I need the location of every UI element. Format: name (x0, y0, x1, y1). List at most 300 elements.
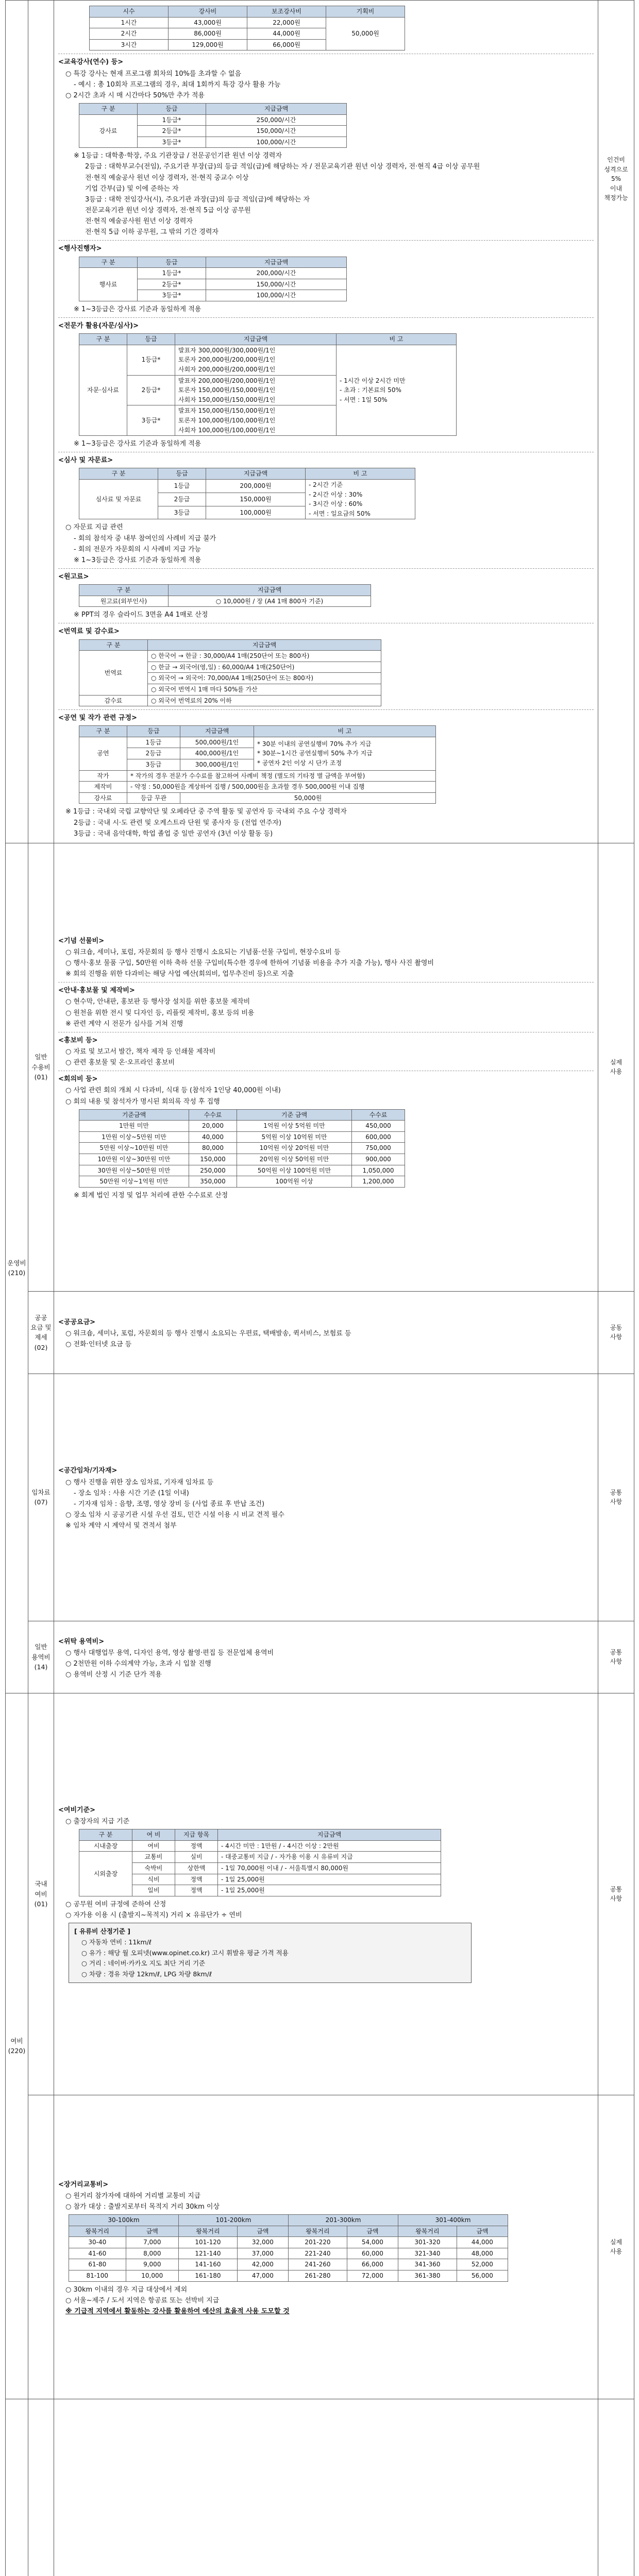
expert-title: <전문가 활용(자문/심사)> (58, 322, 139, 330)
cell: 심사료 및 자문료 (79, 480, 158, 519)
review-title: <심사 및 자문료> (58, 456, 113, 465)
cell: 3등급* (138, 137, 206, 148)
cell: 100,000/시간 (206, 290, 347, 301)
text-line: ○ 출장자의 지급 기준 (65, 1818, 130, 1826)
cell: 1,050,000 (352, 1165, 405, 1176)
th-fee: 강사비 (169, 6, 247, 18)
cell: 10만원 이상~30만원 미만 (79, 1154, 189, 1165)
public-utilities-section (54, 1291, 598, 1374)
note-public-utilities: 공동 사항 (598, 1291, 634, 1374)
th: 지급금액 (206, 257, 347, 268)
text-line: ○ 용역비 산정 시 기준 단가 적용 (65, 1671, 162, 1679)
cell: 1억원 이상 5억원 미만 (237, 1121, 352, 1132)
cell: 48,000 (457, 2248, 508, 2259)
subcategory-general-supplies: 일반 수용비 (01) (28, 843, 54, 1291)
note-rental: 공통 사항 (598, 1374, 634, 1621)
cell: 241-260 (289, 2259, 347, 2270)
cell: 200,000원 (206, 480, 306, 493)
th: 금액 (457, 2226, 508, 2237)
cell: - 1일 25,000원 (218, 1885, 441, 1896)
text-line: ○ 행사 진행을 위한 장소 임차료, 기자재 임차료 등 (65, 1478, 214, 1486)
text-line: 2등급 : 국내 시·도 관련 및 오케스트라 단원 및 종사자 등 (전업 연주자) (74, 819, 282, 827)
category-business-promotion (6, 2399, 28, 2576)
cell: 2등급* (127, 375, 175, 405)
cell: 301-320 (398, 2237, 457, 2248)
th: 수수료 (352, 1109, 405, 1121)
cell: 1,200,000 (352, 1176, 405, 1188)
cell-line: 토론자 100,000원/100,000원/1인 (178, 416, 276, 424)
blank-subcategory-top (28, 1, 54, 843)
block-title: <홍보비 등> (58, 1036, 98, 1044)
cell: 3등급 (158, 506, 206, 519)
cell: 350,000 (189, 1176, 237, 1188)
text-line: ※ 1~3등급은 강사료 기준과 동일하게 적용 (74, 440, 201, 448)
cell: 1만원 이상~5만원 미만 (79, 1131, 189, 1143)
cell-line: 사회자 150,000원/150,000원/1인 (178, 396, 276, 403)
cell-line: - 1시간 이상 2시간 미만 (340, 377, 406, 384)
top-fee-table (89, 6, 405, 50)
th: 201-300km (289, 2215, 398, 2226)
divider (58, 317, 594, 318)
cell: 정액 (175, 1840, 218, 1852)
text-line: 전·현직 5급 이하 공무원, 그 밖의 기간 경력자 (85, 228, 218, 236)
event-host-table (79, 257, 347, 301)
cell: 강사료 (79, 792, 127, 804)
text-line: ○ 현수막, 안내판, 홍보판 등 행사장 설치를 위한 홍보물 제작비 (65, 998, 250, 1006)
th: 구 분 (79, 639, 148, 651)
text-line: ○ 자가용 이용 시 (출발지~목적지) 거리 × 유류단가 ÷ 연비 (65, 1911, 242, 1919)
cell-line: - 2시간 이상 : 30% (309, 490, 363, 498)
side-note-honoraria: 인건비 성격으로 5% 이내 책정가능 (598, 1, 634, 843)
blank-category-top (6, 1, 28, 843)
cell: 81-100 (69, 2270, 126, 2282)
cell-line: - 3시간 이상 : 60% (309, 500, 363, 508)
cell: 52,000 (457, 2259, 508, 2270)
subcategory-public-utilities: 공공 요금 및 제세 (02) (28, 1291, 54, 1374)
text-line: ○ 특강 강사는 현재 프로그램 회차의 10%를 초과할 수 없음 (65, 70, 242, 78)
box-title: [ 유류비 산정기준 ] (74, 1927, 131, 1935)
cell: 3등급* (127, 405, 175, 436)
block-title: <공간임차/기자재> (58, 1467, 117, 1475)
th: 지급금액 (180, 726, 254, 737)
event-host-title: <행사진행자> (58, 245, 102, 253)
fuel-cost-box (69, 1923, 472, 1983)
cell: 20억원 이상 50억원 미만 (237, 1154, 352, 1165)
cell: 150,000원 (206, 493, 306, 506)
manuscript-title: <원고료> (58, 572, 89, 581)
th: 지급 항목 (175, 1829, 218, 1841)
cell: 60,000 (347, 2248, 398, 2259)
budget-guideline-table (5, 0, 634, 2576)
cell: - 1일 70,000원 이내 / - 서울특별시 80,000원 (218, 1862, 441, 1874)
category-operating-expenses: 운영비 (210) (6, 843, 28, 1693)
th: 구 분 (79, 103, 138, 114)
cell: 50만원 이상~1억원 미만 (79, 1176, 189, 1188)
cell: 3등급* (138, 290, 206, 301)
document-page (5, 0, 634, 2576)
th: 수수료 (189, 1109, 237, 1121)
travel-allowance-table (79, 1829, 441, 1896)
th: 비 고 (306, 468, 415, 480)
cell: 30만원 이상~50만원 미만 (79, 1165, 189, 1176)
cell: 100,000/시간 (206, 137, 347, 148)
cell: 1등급 (158, 480, 206, 493)
text-line: 3등급 : 대학 전임강사(시), 주요기관 과장(급)의 등급 적임(급)에 해당하는 자 (85, 195, 310, 204)
domestic-travel-section (54, 1693, 598, 2095)
divider (58, 709, 594, 710)
cell: 66,000원 (247, 39, 326, 50)
cell: ○ 한국어 → 한글 : 30,000/A4 1매(250단어 또는 800자) (148, 651, 381, 662)
cell: 40,000 (189, 1131, 237, 1143)
cell: 10억원 이상 20억원 미만 (237, 1143, 352, 1154)
cell: 시내출장 (79, 1840, 132, 1852)
cell-line: 발표자 150,000원/150,000원/1인 (178, 407, 276, 415)
block-title: <장거리교통비> (58, 2180, 109, 2189)
cell: 400,000원/1인 (180, 748, 254, 759)
cell: 강사료 (79, 114, 138, 148)
cell: 361-380 (398, 2270, 457, 2282)
cell: 56,000 (457, 2270, 508, 2282)
th: 등급 (138, 103, 206, 114)
cell: 250,000/시간 (206, 114, 347, 126)
text-line: 전·현직 예술공사원 원년 이상 경력자 (85, 217, 193, 226)
cell: 72,000 (347, 2270, 398, 2282)
cell: 900,000 (352, 1154, 405, 1165)
text-line: ※ 1~3등급은 강사료 기준과 동일하게 적용 (74, 556, 201, 564)
cell: 정액 (175, 1885, 218, 1896)
text-line: ○ 행사 대행업무 용역, 디자인 용역, 영상 촬영·편집 등 전문업체 용역비 (65, 1649, 274, 1657)
note-general-supplies: 실제 사용 (598, 843, 634, 1291)
cell: 161-180 (179, 2270, 238, 2282)
text-line: 3등급 : 국내 음악대학, 학업 졸업 중 일반 공연자 (3년 이상 활동 등) (74, 829, 273, 838)
text-line: ○ 거리 : 네이버·카카오 지도 최단 거리 기준 (81, 1959, 206, 1968)
performance-table (79, 725, 436, 804)
cell: 3등급 (127, 759, 180, 771)
fee-schedule-table (79, 1109, 405, 1188)
text-line: 기업 간부(급) 및 이에 준하는 자 (85, 184, 179, 193)
cell: 1등급* (138, 268, 206, 279)
text-line: - 장소 임차 : 사용 시간 기준 (1일 이내) (74, 1489, 189, 1497)
cell: 30-40 (69, 2237, 126, 2248)
cell: 44,000원 (247, 28, 326, 40)
cell: 86,000원 (169, 28, 247, 40)
rental-section (54, 1374, 598, 1621)
service-section (54, 1621, 598, 1693)
text-line: ○ 자동차 연비 : 11km/ℓ (81, 1938, 152, 1946)
text-line: ○ 관련 홍보물 및 온·오프라인 홍보비 (65, 1059, 175, 1067)
cell-line: 토론자 150,000원/150,000원/1인 (178, 386, 276, 394)
cell: 숙박비 (132, 1862, 175, 1874)
cell: 321-340 (398, 2248, 457, 2259)
cell: 341-360 (398, 2259, 457, 2270)
expert-table (79, 333, 457, 436)
cell: 44,000 (457, 2237, 508, 2248)
text-line: ○ 행사·홍보 물품 구입, 50만원 이하 축하 선물 구입비(특수한 경우에 한하여 기념품 비용을 추가 지출 가능), 행사 사진 촬영비 (65, 959, 434, 968)
cell: 5억원 이상 10억원 미만 (237, 1131, 352, 1143)
cell: 32,000 (237, 2237, 288, 2248)
cell: 300,000원/1인 (180, 759, 254, 771)
text-line: ※ PPT의 경우 슬라이드 3면을 A4 1매로 산정 (74, 611, 208, 619)
text-line: ※ 회의 진행을 위한 다과비는 해당 사업 예산(회의비, 업무추진비 등)으로 지출 (65, 970, 294, 978)
cell-line: - 서면 : 일요금의 50% (309, 510, 371, 517)
th: 지급금액 (218, 1829, 441, 1841)
cell: 43,000원 (169, 17, 247, 28)
th: 구 분 (79, 1829, 132, 1841)
th: 금액 (237, 2226, 288, 2237)
cell: 일비 (132, 1885, 175, 1896)
cell: * 작가의 경우 전문가 수수료를 참고하여 사례비 책정 (별도의 기타정 별 금액을 부여함) (127, 770, 436, 782)
instructor-fee-table (79, 103, 347, 148)
cell: 61-80 (69, 2259, 126, 2270)
cell: 261-280 (289, 2270, 347, 2282)
divider (58, 568, 594, 569)
th: 등급 (127, 726, 180, 737)
cell: 500,000원/1인 (180, 737, 254, 748)
cell: 450,000 (352, 1121, 405, 1132)
cell: 47,000 (237, 2270, 288, 2282)
text-line: ○ 자문료 지급 관련 (65, 523, 123, 532)
performance-title: <공연 및 작가 관련 규정> (58, 714, 137, 722)
block-title: <여비기준> (58, 1806, 96, 1814)
translation-title: <번역료 및 감수료> (58, 628, 120, 636)
th: 구 분 (79, 726, 127, 737)
text-line: ○ 공무원 여비 규정에 준하여 산정 (65, 1900, 166, 1908)
note-business-promotion (598, 2399, 634, 2576)
text-line: - 예시 : 총 10회차 프로그램의 경우, 최대 1회까지 특강 강사 활용 가능 (74, 80, 281, 89)
text-line: ○ 원거리 참가자에 대하여 거리별 교통비 지급 (65, 2192, 201, 2200)
cell: 7,000 (126, 2237, 178, 2248)
th: 301-400km (398, 2215, 508, 2226)
text-line: ○ 장소 임차 시 공공기관 시설 우선 검토, 민간 시설 이용 시 비교 견적 필수 (65, 1511, 284, 1519)
cell: 상한액 (175, 1862, 218, 1874)
translation-table (79, 639, 381, 707)
text-line: ○ 차량 : 경유 차량 12km/ℓ, LPG 차량 8km/ℓ (81, 1970, 212, 1978)
th: 등급 (138, 257, 206, 268)
cell-line: 발표자 300,000원/300,000원/1인 (178, 346, 276, 354)
text-line: 2등급 : 대학부교수(전임), 주요기관 부장(급)의 등급 적임(급)에 해당하는 자 / 전문교육기관 원년 이상 경력자, 전·현직 4급 이상 공무원 (85, 163, 480, 171)
cell: 등급 무관 (127, 792, 180, 804)
cell: 200,000/시간 (206, 268, 347, 279)
text-line: ○ 자료 및 보고서 발간, 책자 제작 등 인쇄물 제작비 (65, 1048, 216, 1056)
cell: 1등급* (127, 345, 175, 375)
cell: 201-220 (289, 2237, 347, 2248)
cell-line: * 30분~1시간 공연실행비 50% 추가 지급 (257, 750, 373, 757)
cell: 작가 (79, 770, 127, 782)
cell: 5만원 이상~10만원 미만 (79, 1143, 189, 1154)
text-line: - 회의 전문가 자문회의 시 사례비 지급 가능 (74, 545, 201, 553)
text-line: ○ 회의 내용 및 참석자가 명시된 회의록 작성 후 집행 (65, 1097, 220, 1106)
long-distance-section (54, 2095, 598, 2399)
cell: 제작비 (79, 782, 127, 793)
cell-line: - 서면 : 1일 50% (340, 396, 388, 403)
th: 비 고 (254, 726, 436, 737)
cell-line: * 30분 이내의 공연실행비 70% 추가 지급 (257, 740, 372, 748)
th: 금액 (347, 2226, 398, 2237)
cell: ○ 외국어 번역시 1매 마다 50%를 가산 (148, 684, 381, 695)
th: 왕복거리 (179, 2226, 238, 2237)
th: 지급금액 (148, 639, 381, 651)
th: 지급금액 (206, 103, 347, 114)
cell-line: 사회자 200,000원/200,000원/1인 (178, 366, 276, 374)
block-title: <공공요금> (58, 1318, 96, 1327)
subcategory-long-distance (28, 2095, 54, 2399)
th: 지급금액 (175, 334, 337, 345)
th: 기준 금액 (237, 1109, 352, 1121)
cell: 101-120 (179, 2237, 238, 2248)
text-line: ※ 임차 계약 시 계약서 및 견적서 첨부 (65, 1522, 177, 1530)
cell: 2시간 (90, 28, 169, 40)
cell: 50억원 이상 100억원 미만 (237, 1165, 352, 1176)
cell: ○ 외국어 → 외국어: 70,000/A4 1매(250단어 또는 800자) (148, 673, 381, 684)
manuscript-table (79, 584, 371, 607)
th: 구 분 (79, 585, 169, 596)
cell: 250,000 (189, 1165, 237, 1176)
th: 왕복거리 (398, 2226, 457, 2237)
cell: 54,000 (347, 2237, 398, 2248)
cell: 121-140 (179, 2248, 238, 2259)
block-title: <기념 선물비> (58, 937, 105, 945)
block-title: <회의비 등> (58, 1075, 98, 1083)
text-line: - 기자재 임차 : 음향, 조명, 영상 장비 등 (사업 종료 후 반납 조건) (74, 1500, 265, 1508)
cell: 번역료 (79, 651, 148, 695)
cell: - 1일 25,000원 (218, 1874, 441, 1885)
text-line: ○ 서울~제주 / 도서 지역은 항공료 또는 선박비 지급 (65, 2296, 220, 2304)
text-line: ○ 2천만원 이하 수의계약 가능, 초과 시 입찰 진행 (65, 1659, 211, 1668)
note-long-distance: 실제 사용 (598, 2095, 634, 2399)
category-travel: 여비 (220) (6, 1693, 28, 2399)
cell: 행사료 (79, 268, 138, 301)
cell-line: * 공연자 2인 이상 시 단가 조정 (257, 759, 342, 767)
text-line: ※ 1~3등급은 강사료 기준과 동일하게 적용 (74, 305, 201, 313)
text-line: 전·현직 예술공사 원년 이상 경력자, 전·현직 중교수 이상 (85, 174, 249, 182)
cell: 100,000원 (206, 506, 306, 519)
cell: 8,000 (126, 2248, 178, 2259)
cell: ○ 외국어 번역료의 20% 이하 (148, 695, 381, 706)
cell: 2등급 (158, 493, 206, 506)
block-title: <위탁 용역비> (58, 1637, 105, 1646)
text-line: ○ 유가 : 해당 월 오피넷(www.opinet.co.kr) 고시 휘발유 평균 가격 적용 (81, 1948, 289, 1957)
cell: 37,000 (237, 2248, 288, 2259)
cell: 3시간 (90, 39, 169, 50)
business-promotion-section (54, 2399, 598, 2576)
th: 왕복거리 (69, 2226, 126, 2237)
cell: 공연 (79, 737, 127, 770)
th: 30-100km (69, 2215, 179, 2226)
th: 비 고 (337, 334, 457, 345)
cell: 600,000 (352, 1131, 405, 1143)
cell: 50,000원 (180, 792, 436, 804)
cell: ○ 한글 → 외국어(영,일) : 60,000/A4 1매(250단어) (148, 662, 381, 673)
cell: 2등급* (138, 126, 206, 137)
th: 등급 (158, 468, 206, 480)
cell: - 4시간 미만 : 1만원 / - 4시간 이상 : 2만원 (218, 1840, 441, 1852)
cell: 교통비 (132, 1852, 175, 1863)
cell-line: 사회자 100,000원/100,000원/1인 (178, 426, 276, 434)
cell: 150,000 (189, 1154, 237, 1165)
cell: 42,000 (237, 2259, 288, 2270)
th: 구 분 (79, 257, 138, 268)
cell: 감수료 (79, 695, 148, 706)
th: 금액 (126, 2226, 178, 2237)
cell: 1등급 (127, 737, 180, 748)
text-line: ※ 1등급 : 국내외 국립 교향악단 및 오페라단 중 주역 활동 및 공연자 등 국내외 주요 수상 경력자 (65, 808, 347, 816)
th: 101-200km (179, 2215, 289, 2226)
cell-line: - 초과 : 기본료의 50% (340, 386, 401, 394)
note-service: 공통 사항 (598, 1621, 634, 1693)
text-line-emphasis: ※ 기급적 지역에서 활동하는 강사를 활용하여 예산의 효율적 사용 도모할 것 (65, 2307, 290, 2315)
th: 구 분 (79, 468, 158, 480)
cell: 2등급 (127, 748, 180, 759)
cell: 여비 (132, 1840, 175, 1852)
cell: 20,000 (189, 1121, 237, 1132)
block-title: <안내·홍보물 및 제작비> (58, 987, 135, 995)
cell: 시외출장 (79, 1852, 132, 1896)
instructor-title: <교육강사(연수) 등> (58, 58, 124, 66)
cell: 22,000원 (247, 17, 326, 28)
th-planning-fee: 기획비 (326, 6, 405, 18)
cell-line: 발표자 200,000원/200,000원/1인 (178, 377, 276, 384)
text-line: 전문교육기관 원년 이상 경력자, 전·현직 5급 이상 공무원 (85, 207, 251, 215)
th: 구 분 (79, 334, 127, 345)
th: 지급금액 (169, 585, 371, 596)
distance-fee-table (69, 2214, 508, 2282)
note-domestic-travel: 공통 사항 (598, 1693, 634, 2095)
cell: 150,000/시간 (206, 126, 347, 137)
text-line: ○ 원천을 위한 전시 및 디자인 등, 리플릿 제작비, 홍보 등의 비용 (65, 1009, 255, 1017)
cell: 9,000 (126, 2259, 178, 2270)
text-line: ○ 워크숍, 세미나, 포럼, 자문회의 등 행사 진행시 소요되는 기념품·선물 구입비, 현장수요비 등 (65, 948, 341, 956)
cell: 66,000 (347, 2259, 398, 2270)
cell: 750,000 (352, 1143, 405, 1154)
text-line: ○ 참가 대상 : 출발지로부터 목적지 거리 30km 이상 (65, 2202, 220, 2211)
cell: 100억원 이상 (237, 1176, 352, 1188)
cell: - 대중교통비 지급 / - 자가용 이용 시 유류비 지급 (218, 1852, 441, 1863)
cell: 자문·심사료 (79, 345, 127, 435)
cell-line: - 2시간 기준 (309, 481, 343, 489)
text-line: ○ 2시간 초과 시 매 시간마다 50%만 추가 적용 (65, 91, 205, 99)
th: 등급 (127, 334, 175, 345)
cell: 80,000 (189, 1143, 237, 1154)
th-assistant-fee: 보조강사비 (247, 6, 326, 18)
text-line: ○ 전화·인터넷 요금 등 (65, 1341, 132, 1349)
subcategory-rental: 임차료 (07) (28, 1374, 54, 1621)
divider (58, 240, 594, 241)
cell: 141-160 (179, 2259, 238, 2270)
cell: 41-60 (69, 2248, 126, 2259)
cell: 1시간 (90, 17, 169, 28)
text-line: ※ 관련 계약 시 전문가 심사를 거쳐 진행 (65, 1020, 183, 1028)
th-hours: 시수 (90, 6, 169, 18)
cell: 10,000 (126, 2270, 178, 2282)
cell: 221-240 (289, 2248, 347, 2259)
text-line: ※ 회계 법인 지정 및 업무 처리에 관한 수수료로 산정 (74, 1191, 228, 1199)
cell: 식비 (132, 1874, 175, 1885)
cell: 150,000/시간 (206, 279, 347, 290)
th: 왕복거리 (289, 2226, 347, 2237)
subcategory-business-promotion (28, 2399, 54, 2576)
cell: 원고료(외부인사) (79, 596, 169, 607)
cell-line: 토론자 200,000원/200,000원/1인 (178, 356, 276, 364)
cell: 2등급* (138, 279, 206, 290)
text-line: - 회의 참석자 중 내부 참여인의 사례비 지급 불가 (74, 534, 216, 543)
cell: 실비 (175, 1852, 218, 1863)
text-line: ※ 1등급 : 대학총·학장, 주요 기관장급 / 전문공인기관 원년 이상 경력자 (74, 152, 282, 160)
text-line: ○ 30km 이내의 경우 지급 대상에서 제외 (65, 2285, 188, 2294)
general-supplies-section (54, 843, 598, 1291)
th: 여 비 (132, 1829, 175, 1841)
subcategory-domestic-travel: 국내 여비 (01) (28, 1693, 54, 2095)
cell: 129,000원 (169, 39, 247, 50)
